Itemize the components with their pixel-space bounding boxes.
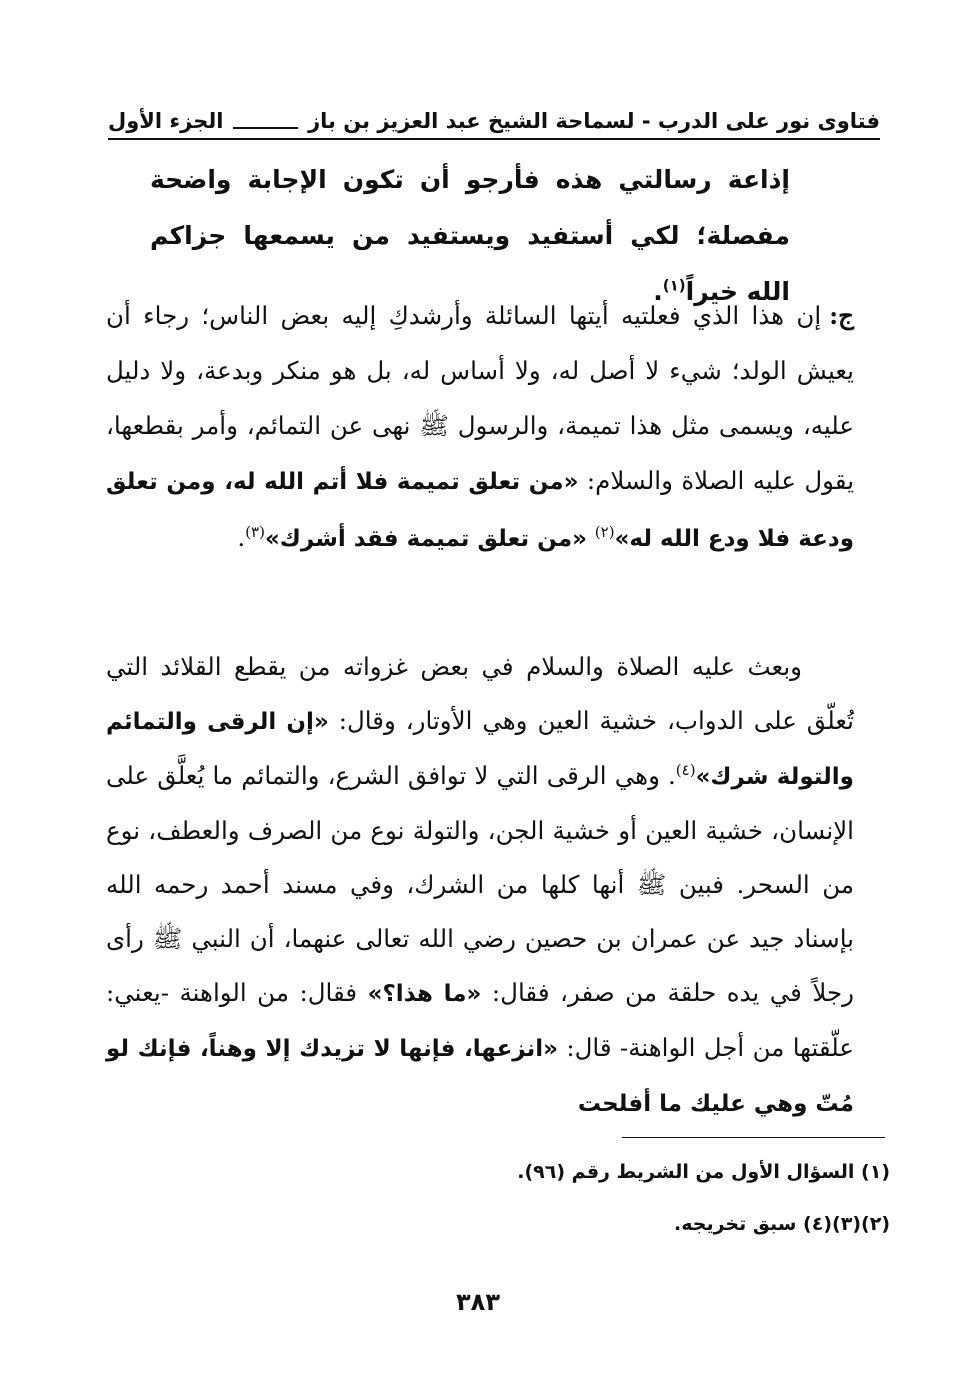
header-rule [233, 127, 298, 129]
hadith-quote-3: «إن الرقى والتمائم والتولة شرك» [106, 709, 854, 790]
footnote-ref-4: (٤) [675, 760, 696, 779]
footnote-ref-1: (١) [662, 276, 686, 295]
question-body: إذاعة رسالتي هذه فأرجو أن تكون الإجابة واضحة مفصلة؛ لكي أستفيد ويستفيد من يسمعها جزاكم الله خيراً [150, 165, 790, 306]
para2-text-3: فقال: من الواهنة -يعني: علّقتها من أجل الواهنة- قال: [106, 978, 854, 1062]
hadith-quote-4: «ما هذا؟» [367, 981, 482, 1007]
footnotes [300, 1146, 890, 1250]
hadith-quote-2: «من تعلق تميمة فقد أشرك» [264, 526, 587, 552]
hadith-quote-1: «من تعلق تميمة فلا أتم الله له، ومن تعلق ودعة فلا ودع الله له» [106, 469, 854, 552]
footnote-divider [622, 1137, 885, 1138]
header-divider [108, 138, 880, 140]
page-number: ٣٨٣ [456, 1288, 500, 1316]
answer-end: . [237, 523, 246, 552]
answer-paragraph [106, 288, 854, 567]
footnote-1: (١) السؤال الأول من الشريط رقم (٩٦). [517, 1161, 890, 1183]
hadith-quote-5: «انزعها، فإنها لا تزيدك إلا وهناً، فإنك لو مُتّ وهي عليك ما أفلحت [106, 1036, 854, 1117]
question-end: . [653, 277, 663, 306]
para2-text-2: . وهي الرقى التي لا توافق الشرع، والتمائم ما يُعلَّق على الإنسان، خشية العين أو خشية الجن، والتولة نوع من الصرف والعطف، نوع من السحر. فبين ﷺ أنها كلها من الشرك، وفي مسند أحمد رحمه الله بإسناد جيد عن عمران بن حصين رضي الله تعالى عنهما، أن النبي ﷺ رأى رجلاً في يده حلقة من صفر، فقال: [106, 761, 854, 1007]
footnote-ref-3: (٣) [245, 522, 265, 541]
para2-text-1: وبعث عليه الصلاة والسلام في بعض غزواته من يقطع القلائد التي تُعلّق على الدواب، خشية العين وهي الأوتار، وقال: [106, 652, 854, 735]
second-paragraph [106, 640, 854, 1131]
series-title: فتاوى نور على الدرب - لسماحة الشيخ عبد العزيز بن باز [308, 109, 880, 133]
part-label: الجزء الأول [108, 109, 224, 133]
footnote-2: (٢)(٣)(٤) سبق تخريجه. [674, 1213, 890, 1235]
footnote-ref-2: (٢) [594, 522, 615, 541]
answer-label: ج: [829, 301, 854, 330]
running-header [108, 96, 880, 136]
answer-text-1: إن هذا الذي فعلتيه أيتها السائلة وأرشدكِ إليه بعض الناس؛ رجاء أن يعيش الولد؛ شيء لا أصل له، ولا أساس له، بل هو منكر وبدعة، ولا دليل عليه، ويسمى مثل هذا تميمة، والرسول ﷺ نهى عن التمائم، وأمر بقطعها، يقول عليه الصلاة والسلام: [106, 301, 855, 495]
